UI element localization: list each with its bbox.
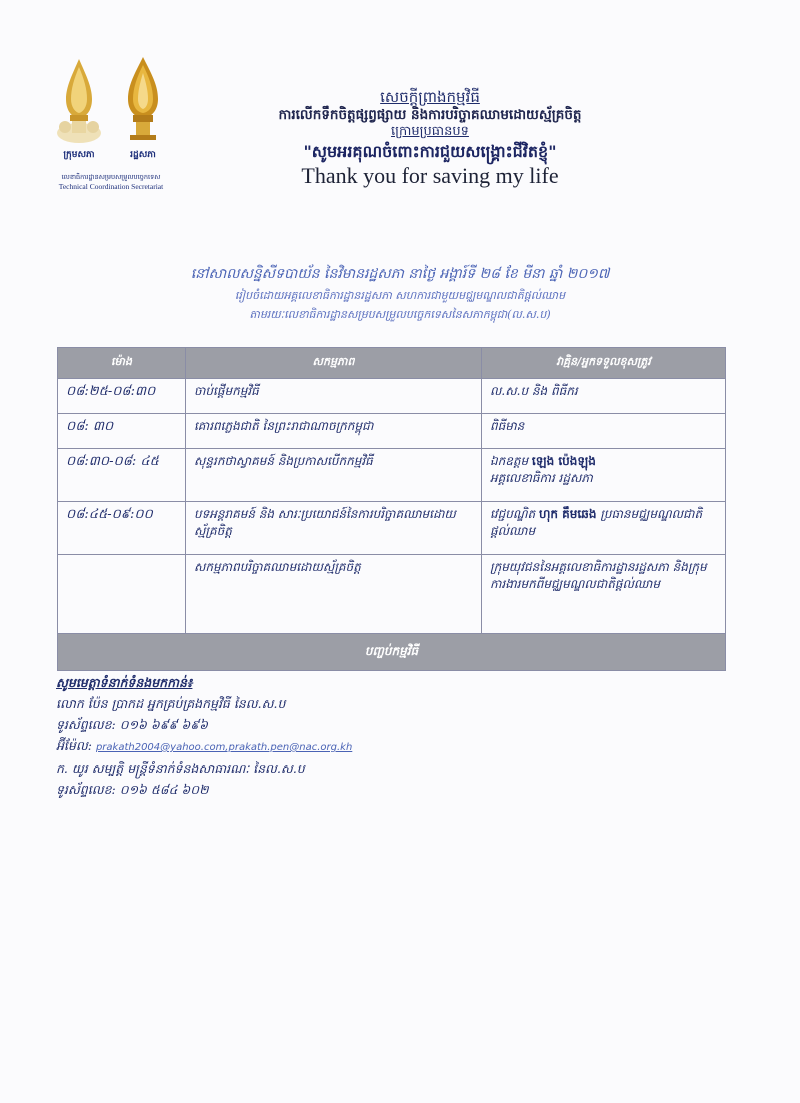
- row-speaker: [482, 502, 726, 555]
- phone-label: ទូរស័ព្ទលេខ:: [56, 782, 116, 797]
- venue-info: [100, 264, 700, 327]
- logo-caption: [46, 173, 176, 191]
- schedule-header-row: [58, 348, 726, 379]
- speaker-role: ល.ស.ប និង ពិធីករ: [490, 384, 578, 398]
- row-speaker: [482, 414, 726, 449]
- email-link[interactable]: prakath2004@yahoo.com,prakath.pen@nac.org.kh: [95, 742, 353, 753]
- email-label: អ៊ីម៉ែល:: [56, 738, 92, 753]
- document-header: [180, 88, 680, 189]
- header-theme-label: ក្រោមប្រធានបទ: [391, 123, 469, 139]
- table-row: [58, 555, 726, 634]
- contact-email: [56, 735, 656, 758]
- venue-date-location: នៅសាលសន្និសីទបាយ័ន នៃវិមានរដ្ឋសភា នាថ្ងៃ អង្គារ៍ទី ២៨ ខែ មីនា ឆ្នាំ ២០១៧: [190, 266, 610, 282]
- assembly-emblem-icon: [116, 55, 170, 147]
- row-speaker: [482, 555, 726, 634]
- contact-person-1: លោក ប៉ែន ប្រាកដ អ្នកគ្រប់គ្រងកម្មវិធី នៃល.ស.ប: [56, 696, 286, 711]
- row-activity: បទអន្តរាគមន៍ និង សារៈប្រយោជន៍នៃការបរិច្ចាគឈាមដោយស្ម័គ្រចិត្ត: [186, 502, 482, 555]
- table-row: [58, 379, 726, 414]
- closing-label: បញ្ចប់កម្មវិធី: [58, 634, 726, 671]
- speaker-name: ហុក គឹមឆេង: [538, 507, 597, 521]
- header-theme-english: Thank you for saving my life: [301, 162, 559, 188]
- speaker-role: ឯកឧត្តម: [490, 454, 529, 468]
- row-speaker: [482, 449, 726, 502]
- speaker-role: ក្រុមយុវជននៃអគ្គលេខាធិការដ្ឋានរដ្ឋសភា និងក្រុមការងារមកពីមជ្ឈមណ្ឌលជាតិផ្តល់ឈាម: [490, 560, 707, 592]
- speaker-role: ពិធីមាន: [490, 419, 525, 433]
- assembly-logo: [112, 55, 174, 162]
- venue-coordinator: តាមរយៈលេខាធិការដ្ឋានសម្របសម្រួលបច្ចេកទេសនៃសភាកម្ពុជា(ល.ស.ប): [249, 308, 551, 321]
- header-theme-khmer: "សូមអរគុណចំពោះការជួយសង្គ្រោះជីវិតខ្ញុំ": [303, 141, 557, 161]
- senate-logo-label: ក្រុមសភា: [63, 150, 95, 160]
- phone-label: ទូរស័ព្ទលេខ:: [56, 717, 116, 732]
- phone-number: ០១៦ ៥៨៤ ៦០២: [119, 782, 209, 797]
- header-event-title: ការលើកទឹកចិត្តផ្សព្វផ្សាយ និងការបរិច្ចាគឈាមដោយស្ម័គ្រចិត្ត: [278, 106, 582, 123]
- row-activity: ចាប់ផ្តើមកម្មវិធី: [186, 379, 482, 414]
- contact-section: [56, 672, 656, 800]
- row-time: ០៨: ៣០: [58, 414, 186, 449]
- closing-row: [58, 634, 726, 671]
- column-header-time: ម៉ោង: [58, 348, 186, 379]
- phone-number: ០១៦ ៦៩៩ ៦៩៦: [119, 717, 208, 732]
- row-activity: គោរពភ្លេងជាតិ នៃព្រះរាជាណាចក្រកម្ពុជា: [186, 414, 482, 449]
- table-row: [58, 449, 726, 502]
- speaker-title: អគ្គលេខាធិការ រដ្ឋសភា: [490, 471, 593, 486]
- row-time: ០៨:២៥-០៨:៣០: [58, 379, 186, 414]
- column-header-speaker: វាគ្មិន/អ្នកទទួលខុសត្រូវ: [482, 348, 726, 379]
- table-row: [58, 414, 726, 449]
- senate-emblem-icon: [52, 55, 106, 147]
- contact-phone-2: [56, 779, 656, 800]
- assembly-logo-label: រដ្ឋសភា: [130, 150, 156, 160]
- contact-person-2: ក. យូរ សម្បត្តិ មន្ត្រីទំនាក់ទំនងសាធារណៈ នៃល.ស.ប: [56, 761, 305, 776]
- venue-organizers: រៀបចំដោយអគ្គលេខាធិការដ្ឋានរដ្ឋសភា សហការជាមួយមជ្ឈមណ្ឌលជាតិផ្តល់ឈាម: [234, 289, 566, 302]
- row-activity: សុន្ទរកថាស្វាគមន៍ និងប្រកាសបើកកម្មវិធី: [186, 449, 482, 502]
- schedule-table: [57, 347, 726, 671]
- senate-logo: [48, 55, 110, 162]
- row-activity: សកម្មភាពបរិច្ចាគឈាមដោយស្ម័គ្រចិត្ត: [186, 555, 482, 634]
- column-header-activity: សកម្មភាព: [186, 348, 482, 379]
- speaker-title: ប្រធានមជ្ឈមណ្ឌលជាតិផ្តល់ឈាម: [490, 507, 703, 539]
- logo-caption-english: Technical Coordination Secretariat: [58, 182, 164, 191]
- logo-caption-khmer: លេខាធិការដ្ឋានសម្របសម្រួលបច្ចេកទេស: [61, 174, 161, 181]
- row-speaker: [482, 379, 726, 414]
- row-time: [58, 555, 186, 634]
- logo-group: [46, 55, 176, 195]
- contact-phone-1: [56, 714, 656, 735]
- header-draft-program: សេចក្តីព្រាងកម្មវិធី: [380, 88, 480, 106]
- row-time: ០៨:៤៥-០៩:០០: [58, 502, 186, 555]
- speaker-role: វេជ្ជបណ្ឌិត: [490, 507, 536, 521]
- row-time: ០៨:៣០-០៨: ៤៥: [58, 449, 186, 502]
- contact-heading: សូមមេត្តាទំនាក់ទំនងមកកាន់៖: [56, 675, 193, 690]
- speaker-name: ឡេង ប៉េងឡុង: [531, 454, 596, 468]
- table-row: [58, 502, 726, 555]
